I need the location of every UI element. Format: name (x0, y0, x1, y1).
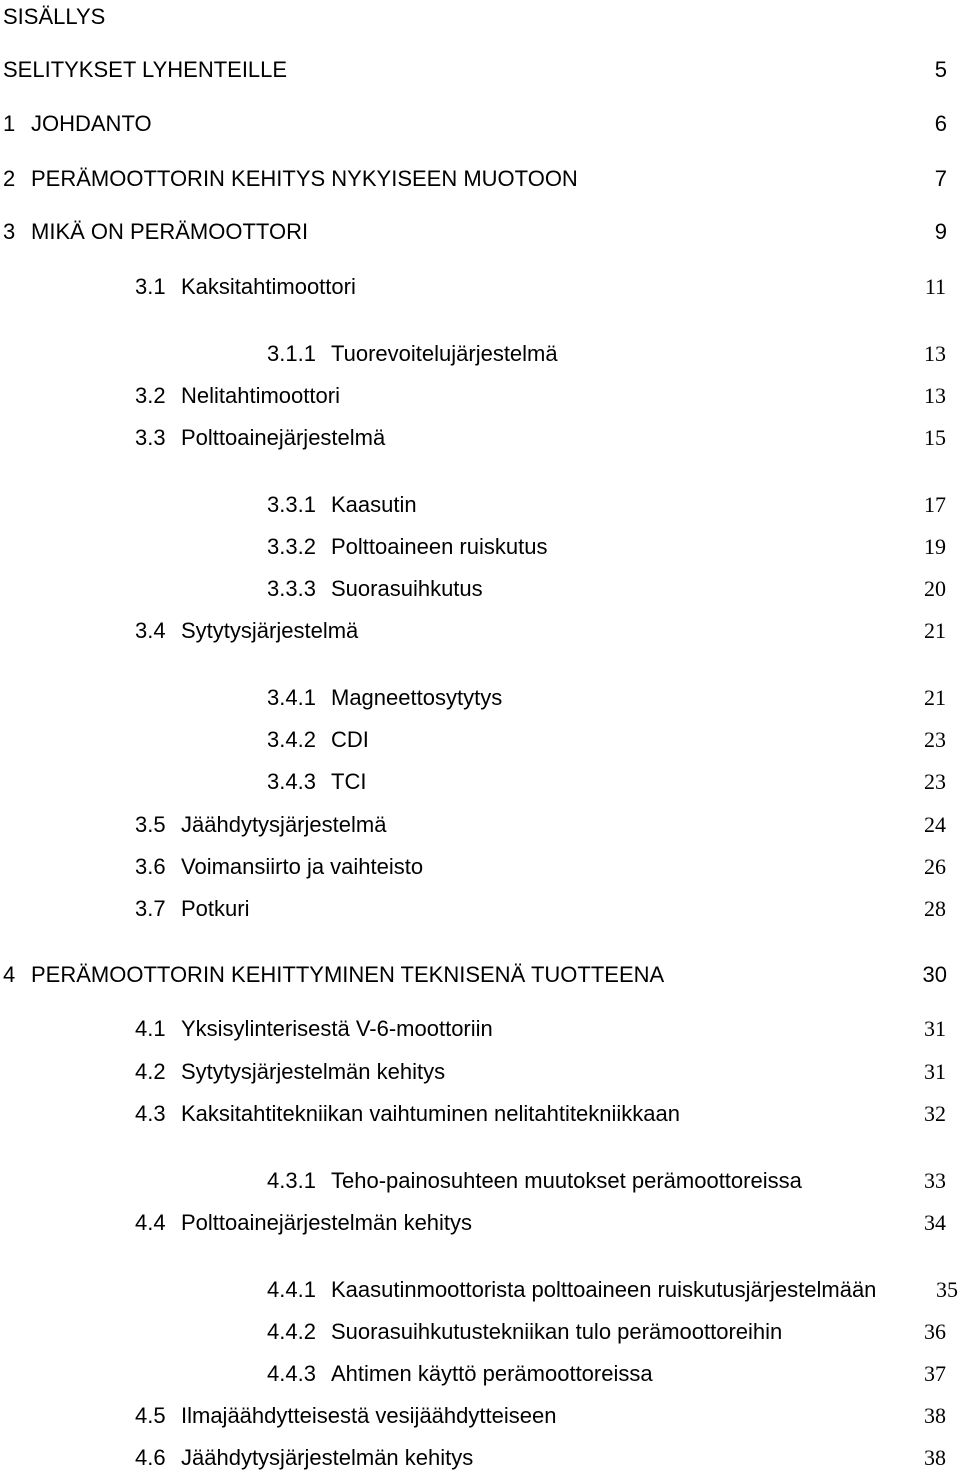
toc-entry-number: 4.4.2 (267, 1319, 316, 1344)
toc-entry-3-3-3[interactable] (0, 576, 960, 602)
toc-entry-number: 3.7 (135, 896, 166, 921)
toc-entry-title: MIKÄ ON PERÄMOOTTORI (31, 219, 309, 244)
toc-entry-number: 4.4 (135, 1210, 166, 1235)
toc-entry-number: 3 (3, 219, 16, 244)
toc-entry-title: SELITYKSET LYHENTEILLE (3, 57, 288, 82)
toc-entry-4-4-2[interactable] (0, 1319, 960, 1345)
toc-entry-number: 4.2 (135, 1059, 166, 1084)
toc-entry-page: 23 (924, 769, 946, 794)
toc-entry-page: 24 (924, 812, 946, 837)
toc-entry-title: Polttoainejärjestelmän kehitys (181, 1210, 473, 1235)
toc-entry-page: 7 (934, 166, 947, 191)
toc-entry-page: 21 (924, 685, 946, 710)
toc-entry-title: Kaasutin (331, 492, 417, 517)
toc-entry-page: 9 (934, 219, 947, 244)
toc-entry-page: 38 (924, 1445, 946, 1470)
toc-entry-title: Jäähdytysjärjestelmä (181, 812, 387, 837)
toc-entry-page: 36 (924, 1319, 946, 1344)
toc-entry-4-5[interactable] (0, 1403, 960, 1429)
toc-entry-1[interactable] (0, 111, 960, 137)
toc-entry-page: 31 (924, 1016, 946, 1041)
toc-entry-3-4-1[interactable] (0, 685, 960, 711)
toc-entry-title: Suorasuihkutus (331, 576, 483, 601)
toc-entry-number: 3.1 (135, 274, 166, 299)
toc-entry-3-4-2[interactable] (0, 727, 960, 753)
toc-entry-page: 38 (924, 1403, 946, 1428)
toc-entry-3-4-3[interactable] (0, 769, 960, 795)
toc-entry-3-6[interactable] (0, 854, 960, 880)
toc-entry-title: Potkuri (181, 896, 250, 921)
toc-entry-title: Sytytysjärjestelmä (181, 618, 359, 643)
toc-entry-3[interactable] (0, 219, 960, 245)
toc-entry-title: Kaksitahtitekniikan vaihtuminen nelitahtitekniikkaan (181, 1101, 680, 1126)
toc-entry-4-4-3[interactable] (0, 1361, 960, 1387)
toc-entry-title: Kaksitahtimoottori (181, 274, 356, 299)
toc-entry-title: Polttoainejärjestelmä (181, 425, 386, 450)
toc-entry-title: Kaasutinmoottorista polttoaineen ruiskutusjärjestelmään (331, 1277, 877, 1302)
toc-entry-number: 2 (3, 166, 16, 191)
toc-entry-4-1[interactable] (0, 1016, 960, 1042)
toc-entry-page: 26 (924, 854, 946, 879)
toc-entry-page: 37 (924, 1361, 946, 1386)
toc-entry-4-4[interactable] (0, 1210, 960, 1236)
toc-entry-number: 4.5 (135, 1403, 166, 1428)
toc-entry-4[interactable] (0, 962, 960, 988)
toc-entry-4-3-1[interactable] (0, 1168, 960, 1194)
toc-entry-page: 32 (924, 1101, 946, 1126)
toc-entry-title: Yksisylinterisestä V-6-moottoriin (181, 1016, 493, 1041)
toc-entry-number: 3.4.2 (267, 727, 316, 752)
toc-entry-3-3-2[interactable] (0, 534, 960, 560)
toc-entry-number: 3.5 (135, 812, 166, 837)
toc-entry-title: Ahtimen käyttö perämoottoreissa (331, 1361, 653, 1386)
toc-entry-title: Teho-painosuhteen muutokset perämoottoreissa (331, 1168, 802, 1193)
toc-entry-3-7[interactable] (0, 896, 960, 922)
toc-entry-page: 20 (924, 576, 946, 601)
toc-entry-page: 28 (924, 896, 946, 921)
toc-entry-number: 3.4 (135, 618, 166, 643)
toc-entry-number: 4.6 (135, 1445, 166, 1470)
toc-entry-number: 3.4.1 (267, 685, 316, 710)
toc-entry-page: 35 (936, 1277, 958, 1302)
toc-entry-title: CDI (331, 727, 369, 752)
toc-entry-4-2[interactable] (0, 1059, 960, 1085)
toc-entry-2[interactable] (0, 166, 960, 192)
toc-entry-title: Voimansiirto ja vaihteisto (181, 854, 424, 879)
toc-entry-number: 4 (3, 962, 16, 987)
toc-heading: SISÄLLYS (3, 4, 106, 29)
toc-entry-title: Polttoaineen ruiskutus (331, 534, 548, 559)
toc-entry-3-4[interactable] (0, 618, 960, 644)
toc-entry-3-1[interactable] (0, 274, 960, 300)
toc-entry-selitykset[interactable] (0, 57, 960, 83)
toc-entry-number: 1 (3, 111, 16, 136)
toc-entry-number: 3.2 (135, 383, 166, 408)
toc-entry-title: PERÄMOOTTORIN KEHITTYMINEN TEKNISENÄ TUOTTEENA (31, 962, 665, 987)
toc-entry-title: Jäähdytysjärjestelmän kehitys (181, 1445, 474, 1470)
toc-entry-number: 3.4.3 (267, 769, 316, 794)
toc-entry-number: 3.3.2 (267, 534, 316, 559)
toc-entry-page: 30 (922, 962, 947, 987)
toc-entry-page: 33 (924, 1168, 946, 1193)
toc-entry-3-3-1[interactable] (0, 492, 960, 518)
toc-entry-page: 13 (924, 383, 946, 408)
toc-entry-page: 23 (924, 727, 946, 752)
toc-entry-4-3[interactable] (0, 1101, 960, 1127)
toc-entry-title: Magneettosytytys (331, 685, 503, 710)
toc-entry-title: Ilmajäähdytteisestä vesijäähdytteiseen (181, 1403, 557, 1428)
toc-entry-page: 19 (924, 534, 946, 559)
toc-entry-title: Tuorevoitelujärjestelmä (331, 341, 558, 366)
toc-entry-4-6[interactable] (0, 1445, 960, 1471)
toc-entry-3-1-1[interactable] (0, 341, 960, 367)
toc-entry-page: 6 (934, 111, 947, 136)
toc-entry-title: Suorasuihkutustekniikan tulo perämoottoreihin (331, 1319, 783, 1344)
toc-entry-number: 4.4.1 (267, 1277, 316, 1302)
toc-entry-title: TCI (331, 769, 367, 794)
toc-entry-page: 21 (924, 618, 946, 643)
toc-entry-number: 4.4.3 (267, 1361, 316, 1386)
toc-entry-number: 3.3 (135, 425, 166, 450)
toc-entry-title: Nelitahtimoottori (181, 383, 340, 408)
toc-entry-3-3[interactable] (0, 425, 960, 451)
toc-entry-number: 4.1 (135, 1016, 166, 1041)
toc-entry-page: 13 (924, 341, 946, 366)
toc-entry-title: PERÄMOOTTORIN KEHITYS NYKYISEEN MUOTOON (31, 166, 578, 191)
toc-entry-page: 11 (924, 274, 946, 299)
toc-entry-number: 3.3.1 (267, 492, 316, 517)
toc-entry-page: 34 (924, 1210, 946, 1235)
toc-entry-page: 31 (924, 1059, 946, 1084)
toc-entry-title: JOHDANTO (31, 111, 152, 136)
toc-entry-4-4-1[interactable] (0, 1277, 960, 1303)
toc-entry-number: 3.3.3 (267, 576, 316, 601)
toc-entry-page: 17 (924, 492, 946, 517)
toc-entry-3-5[interactable] (0, 812, 960, 838)
toc-entry-page: 5 (934, 57, 947, 82)
toc-entry-title: Sytytysjärjestelmän kehitys (181, 1059, 446, 1084)
toc-entry-number: 3.6 (135, 854, 166, 879)
toc-entry-number: 3.1.1 (267, 341, 316, 366)
toc-entry-number: 4.3.1 (267, 1168, 316, 1193)
toc-entry-number: 4.3 (135, 1101, 166, 1126)
toc-entry-page: 15 (924, 425, 946, 450)
toc-entry-3-2[interactable] (0, 383, 960, 409)
